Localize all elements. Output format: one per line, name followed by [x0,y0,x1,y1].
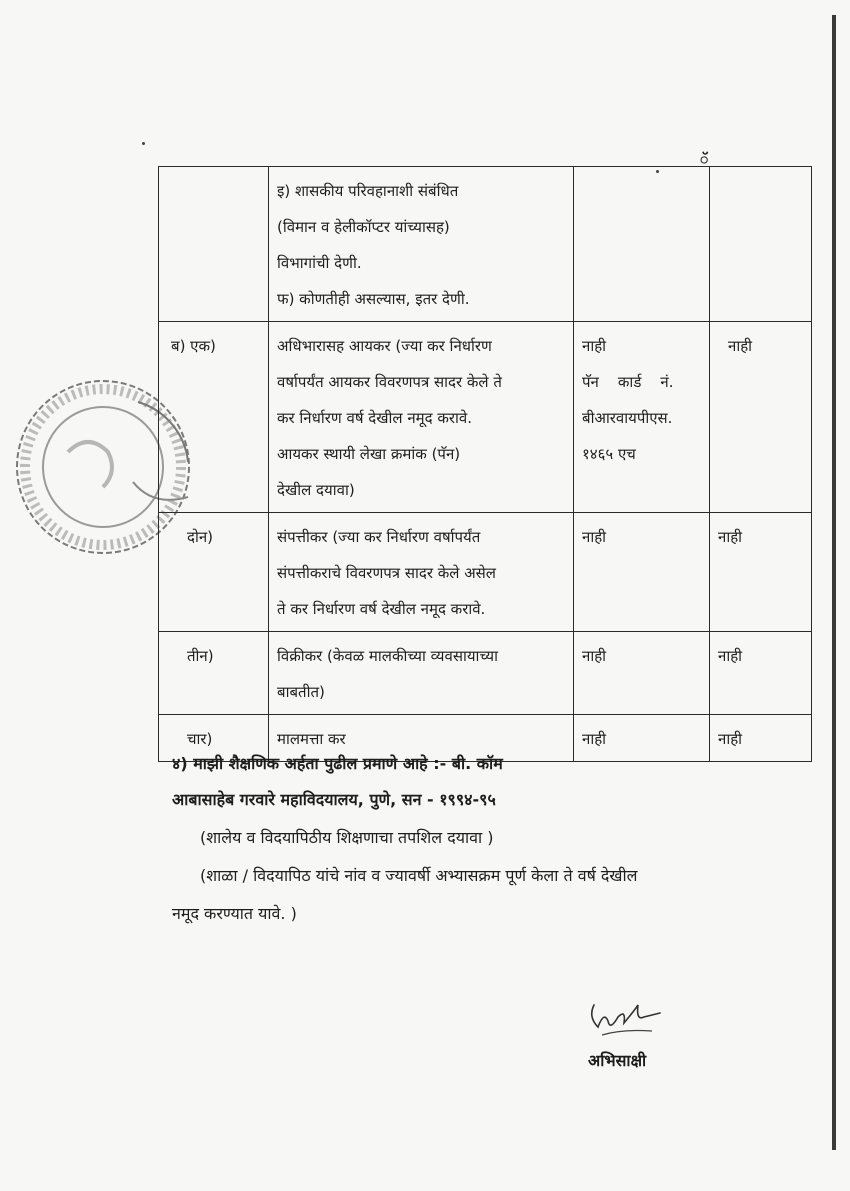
serial-cell: चार) [159,715,269,762]
table-row [159,513,812,632]
description-cell: मालमत्ता कर [269,715,574,762]
value-cell: नाही [710,632,812,715]
value-cell: नाही [574,513,710,632]
handwritten-signature [572,995,682,1055]
serial-cell: दोन) [159,513,269,632]
declaration-table [158,166,812,762]
value-cell: नाही [710,513,812,632]
value-cell [574,167,710,322]
corner-mark: ॅ [700,152,709,168]
value-cell: नाही [710,322,812,513]
education-detail: आबासाहेब गरवारे महाविदयालय, पुणे, सन - १९९४-९५ [172,790,496,809]
table-row [159,167,812,322]
description-cell: इ) शासकीय परिवहानाशी संबंधित (विमान व हेलीकॉप्टर यांच्यासह) विभागांची देणी. फ) कोणतीही असल्यास, इतर देणी. [269,167,574,322]
serial-cell: तीन) [159,632,269,715]
description-cell: संपत्तीकर (ज्या कर निर्धारण वर्षापर्यंत संपत्तीकराचे विवरणपत्र सादर केले असेल ते कर निर्धारण वर्ष देखील नमूद करावे. [269,513,574,632]
value-cell: नाही [710,715,812,762]
value-cell: नाही [574,632,710,715]
serial-cell [159,167,269,322]
value-cell: नाही पॅन कार्ड नं. बीआरवायपीएस. १४६५ एच [574,322,710,513]
description-cell: अधिभारासह आयकर (ज्या कर निर्धारण वर्षापर्यंत आयकर विवरणपत्र सादर केले ते कर निर्धारण वर्ष देखील नमूद करावे. आयकर स्थायी लेखा क्रमांक (पॅन) देखील दयावा) [269,322,574,513]
attestor-label: अभिसाक्षी [588,1051,647,1070]
page-edge-shadow [832,15,836,1150]
value-cell: नाही [574,715,710,762]
education-instruction: नमूद करण्यात यावे. ) [172,904,297,923]
education-heading: ४) माझी शैक्षणिक अर्हता पुढील प्रमाणे आहे :- बी. कॉम [172,754,503,773]
value-cell [710,167,812,322]
speck [142,142,145,145]
table-row [159,632,812,715]
education-instruction: (शालेय व विदयापिठीय शिक्षणाचा तपशिल दयावा ) [200,828,494,847]
description-cell: विक्रीकर (केवळ मालकीच्या व्यवसायाच्या बाबतीत) [269,632,574,715]
education-instruction: (शाळा / विदयापिठ यांचे नांव व ज्यावर्षी अभ्यासक्रम पूर्ण केला ते वर्ष देखील [200,866,638,885]
serial-cell: ब) एक) [159,322,269,513]
table-row [159,322,812,513]
